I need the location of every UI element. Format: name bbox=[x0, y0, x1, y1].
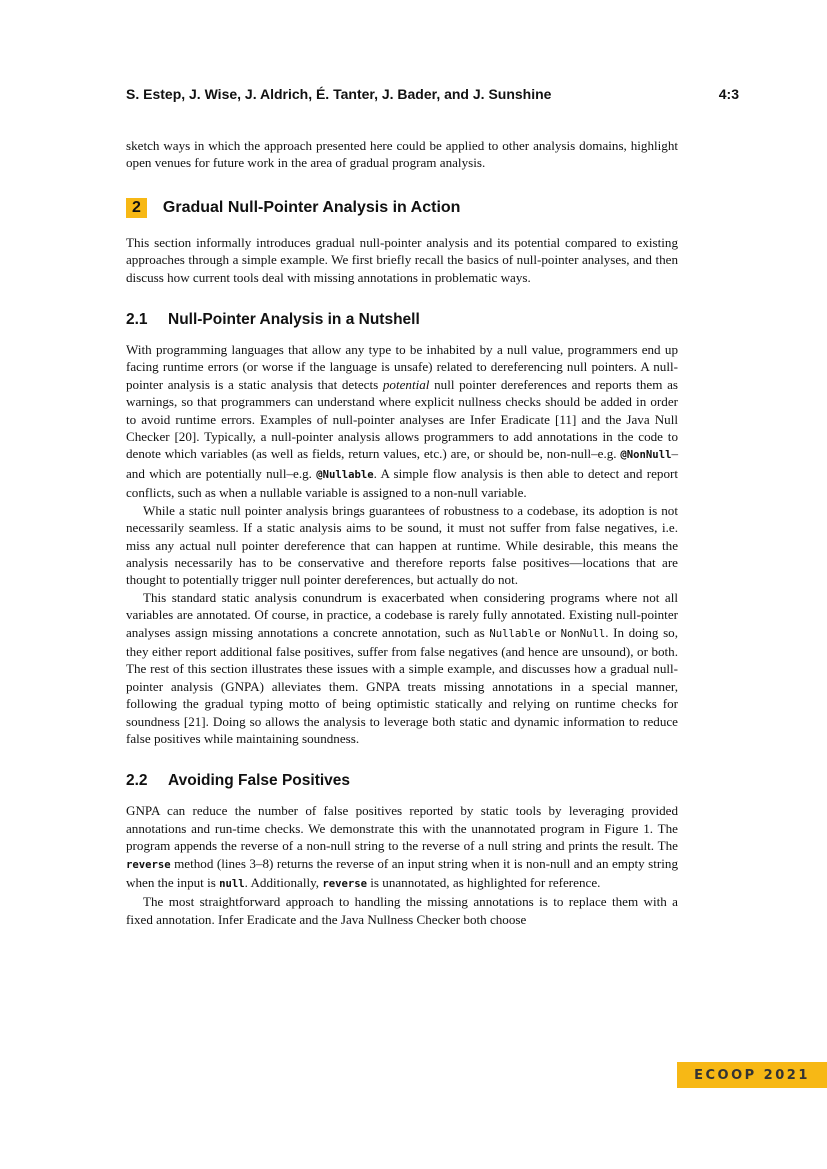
section-2-1-heading bbox=[126, 311, 678, 329]
section-2-2-paragraph-1: GNPA can reduce the number of false positives reported by static tools by leveraging provided annotations and run-time checks. We demonstrate this with the unannotated program in Figure 1. The program appends the reverse of a non-null string to the reverse of a null string and prints the result. The reverse method (lines 3–8) returns the reverse of an input string when it is non-null and an empty string when the input is null. Additionally, reverse is unannotated, as highlighted for reference. bbox=[126, 803, 678, 890]
section-2-heading bbox=[126, 198, 678, 218]
page-number: 4:3 bbox=[718, 86, 739, 102]
running-header bbox=[126, 86, 739, 102]
subsection-number: 2.1 bbox=[126, 311, 148, 329]
intro-paragraph: sketch ways in which the approach presented here could be applied to other analysis domains, highlight open venues for future work in the area of gradual program analysis. bbox=[126, 138, 678, 171]
section-title: Gradual Null-Pointer Analysis in Action bbox=[162, 198, 461, 216]
header-authors: S. Estep, J. Wise, J. Aldrich, É. Tanter, J. Bader, and J. Sunshine bbox=[126, 86, 552, 102]
section-2-2-paragraph-2: The most straightforward approach to handling the missing annotations is to replace them with a fixed annotation. Infer Eradicate and the Java Nullness Checker both choose bbox=[126, 894, 678, 927]
section-2-1-paragraph-3: This standard static analysis conundrum is exacerbated when considering programs where not all variables are annotated. Of course, in practice, a codebase is rarely fully annotated. Existing null-pointer analyses assign missing annotations a concrete annotation, such as Nullable or NonNull. In doing so, they either report additional false positives, suffer from false negatives (and hence are unsound), or both. The rest of this section illustrates these issues with a simple example, and discusses how a gradual null-pointer analysis (GNPA) alleviates them. GNPA treats missing annotations in a special manner, following the gradual typing motto of being optimistic statically and relying on runtime checks for soundness [21]. Doing so allows the analysis to leverage both static and dynamic information to reduce false positives while maintaining soundness. bbox=[126, 589, 678, 746]
page-body bbox=[126, 137, 678, 928]
section-number: 2 bbox=[126, 198, 147, 218]
venue-badge: ECOOP 2021 bbox=[677, 1062, 827, 1088]
subsection-number: 2.2 bbox=[126, 772, 148, 790]
section-2-paragraph: This section informally introduces gradual null-pointer analysis and its potential compared to existing approaches through a simple example. We first briefly recall the basics of null-pointer analyses, and then discuss how current tools deal with missing annotations in problematic ways. bbox=[126, 234, 678, 285]
subsection-title: Null-Pointer Analysis in a Nutshell bbox=[168, 311, 420, 329]
section-2-1-paragraph-1: With programming languages that allow any type to be inhabited by a null value, programmers end up facing runtime errors (or worse if the language is unsafe) related to dereferencing null pointers. A null-pointer analysis is a static analysis that detects potential null pointer dereferences and reports them as warnings, so that programmers can understand where explicit nullness checks should be added in order to avoid runtime errors. Examples of null-pointer analyses are Infer Eradicate [11] and the Java Null Checker [20]. Typically, a null-pointer analysis allows programmers to add annotations in the code to denote which variables (as well as fields, return values, etc.) are, or should be, non-null–e.g. @NonNull–and which are potentially null–e.g. @Nullable. A simple flow analysis is then able to detect and report conflicts, such as when a nullable variable is assigned to a non-null variable. bbox=[126, 342, 679, 501]
section-2-2-heading bbox=[126, 772, 678, 790]
subsection-title: Avoiding False Positives bbox=[168, 772, 351, 790]
section-2-1-paragraph-2: While a static null pointer analysis brings guarantees of robustness to a codebase, its adoption is not necessarily seamless. If a static analysis aims to be sound, it must not suffer from false negatives, i.e. miss any actual null pointer dereference that can happen at runtime. While desirable, this means the analysis necessarily has to be conservative and therefore reports false positives—locations that are thought to potentially trigger null pointer dereferences, but actually do not. bbox=[126, 502, 678, 588]
